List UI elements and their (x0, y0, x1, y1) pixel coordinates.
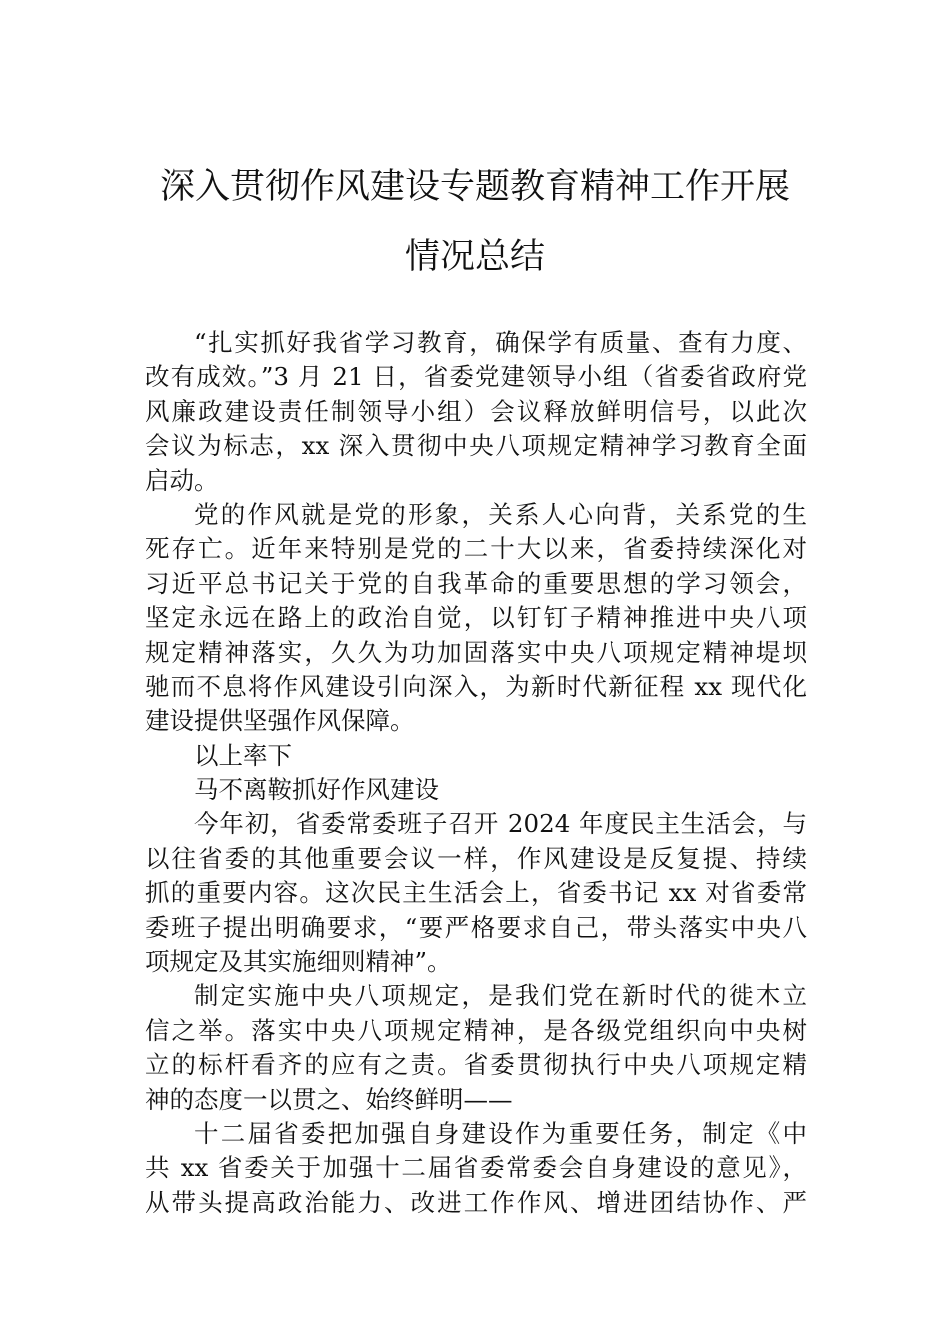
body-text-line: 改有成效。”3 月 21 日，省委党建领导小组（省委省政府党 (145, 362, 807, 392)
body-text-line: 以往省委的其他重要会议一样，作风建设是反复提、持续 (145, 843, 807, 873)
body-text-line: 会议为标志，xx 深入贯彻中央八项规定精神学习教育全面 (145, 431, 807, 461)
body-text-line: 从带头提高政治能力、改进工作作风、增进团结协作、严 (145, 1187, 807, 1217)
body-text-line: 启动。 (145, 465, 219, 495)
body-text-line: 坚定永远在路上的政治自觉，以钉钉子精神推进中央八项 (145, 603, 807, 633)
body-text-line: 委班子提出明确要求，“要严格要求自己，带头落实中央八 (145, 912, 807, 942)
body-text-line: 规定精神落实，久久为功加固落实中央八项规定精神堤坝 (145, 637, 807, 667)
body-text-line: 立的标杆看齐的应有之责。省委贯彻执行中央八项规定精 (145, 1050, 807, 1080)
document-body (145, 326, 807, 1220)
body-text-line: 十二届省委把加强自身建设作为重要任务，制定《中 (194, 1118, 807, 1148)
body-text-line: 共 xx 省委关于加强十二届省委常委会自身建设的意见》， (145, 1153, 807, 1183)
document-title-line-2: 情况总结 (404, 237, 545, 277)
body-text-line: 风廉政建设责任制领导小组）会议释放鲜明信号，以此次 (145, 396, 807, 426)
document-title-line-1: 深入贯彻作风建设专题教育精神工作开展 (159, 167, 790, 207)
body-text-line: 死存亡。近年来特别是党的二十大以来，省委持续深化对 (145, 534, 807, 564)
body-text-line: 项规定及其实施细则精神”。 (145, 947, 452, 977)
body-text-line: 信之举。落实中央八项规定精神，是各级党组织向中央树 (145, 1015, 807, 1045)
body-text-line: 今年初，省委常委班子召开 2024 年度民主生活会，与 (194, 809, 807, 839)
body-text-line: 党的作风就是党的形象，关系人心向背，关系党的生 (194, 499, 807, 529)
body-text-line: 建设提供坚强作风保障。 (145, 706, 415, 736)
body-text-line: 抓的重要内容。这次民主生活会上，省委书记 xx 对省委常 (145, 878, 807, 908)
body-text-line: “扎实抓好我省学习教育，确保学有质量、查有力度、 (194, 328, 807, 357)
body-text-line: 制定实施中央八项规定，是我们党在新时代的徙木立 (194, 981, 807, 1011)
body-text-line: 习近平总书记关于党的自我革命的重要思想的学习领会， (145, 568, 807, 598)
body-text-line: 以上率下 (194, 740, 292, 770)
body-text-line: 神的态度一以贯之、始终鲜明—— (145, 1084, 513, 1114)
body-text-line: 马不离鞍抓好作风建设 (194, 775, 439, 805)
body-text-line: 驰而不息将作风建设引向深入，为新时代新征程 xx 现代化 (145, 671, 807, 701)
